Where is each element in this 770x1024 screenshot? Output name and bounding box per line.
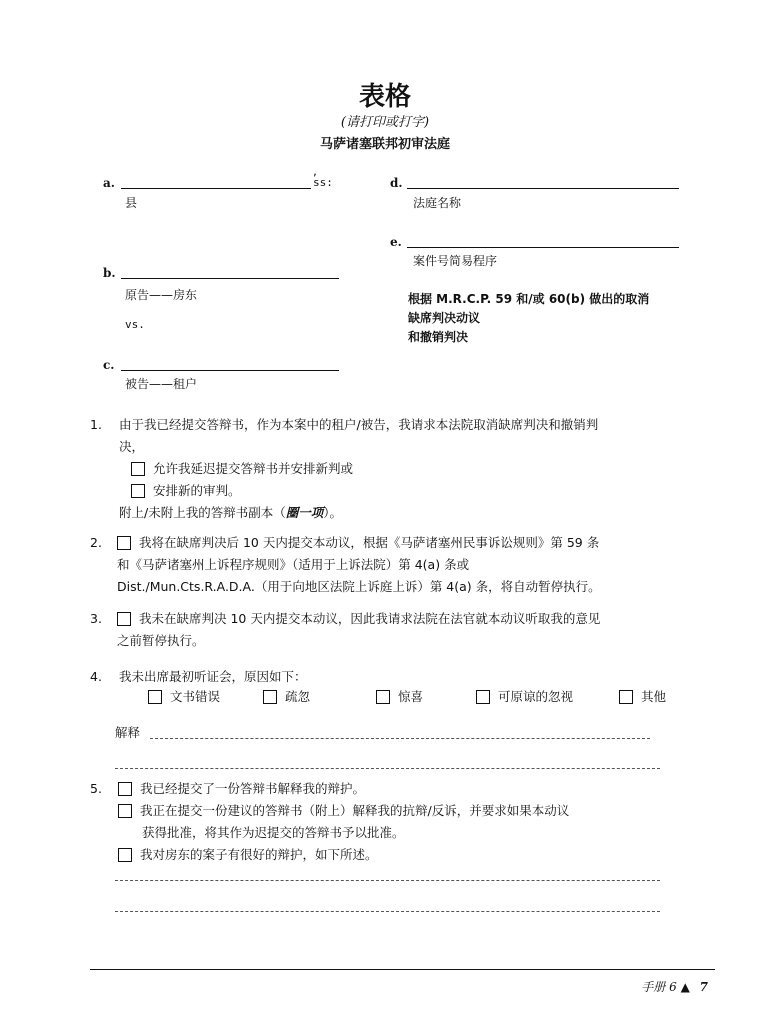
page-number: 7 bbox=[699, 980, 708, 994]
label-b: b. bbox=[103, 266, 116, 280]
explain-line-2[interactable] bbox=[115, 768, 660, 769]
footer-rule bbox=[90, 969, 715, 970]
versus-text: vs. bbox=[125, 318, 145, 331]
item-1-text-b: 决， bbox=[119, 439, 145, 454]
motion-title bbox=[408, 290, 698, 347]
reason-neglect bbox=[263, 686, 310, 708]
attach-text: 附上/未附上我的答辩书副本（ bbox=[119, 505, 286, 520]
county-field[interactable] bbox=[121, 188, 311, 189]
item-3-text-b: 之前暂停执行。 bbox=[117, 633, 205, 648]
item-3-body bbox=[117, 608, 727, 652]
motion-title-line-2: 缺席判决动议 bbox=[408, 311, 481, 325]
explain-line-1[interactable] bbox=[150, 738, 650, 739]
court-name-field[interactable] bbox=[407, 188, 679, 189]
proposed-answer-label-b: 获得批准，将其作为迟提交的答辩书予以批准。 bbox=[142, 825, 405, 840]
motion-title-line-1: 根据 M.R.C.P. 59 和/或 60(b) 做出的取消 bbox=[408, 292, 650, 306]
reason-surprise-label: 惊喜 bbox=[398, 689, 424, 704]
late-answer-checkbox[interactable] bbox=[131, 462, 145, 476]
item-3-number: 3. bbox=[90, 611, 102, 626]
reason-excusable-label: 可原谅的忽视 bbox=[498, 689, 574, 704]
page-footer bbox=[641, 978, 708, 995]
attach-text-end: ）。 bbox=[323, 505, 342, 520]
item-5-number: 5. bbox=[90, 781, 102, 796]
item-4-number: 4. bbox=[90, 669, 102, 684]
motion-title-line-3: 和撤销判决 bbox=[408, 330, 469, 344]
plaintiff-caption: 原告——房东 bbox=[125, 288, 198, 302]
manual-label: 手册 6 bbox=[641, 980, 677, 994]
good-defense-label: 我对房东的案子有很好的辩护，如下所述。 bbox=[140, 847, 378, 862]
answer-filed-label: 我已经提交了一份答辩书解释我的辩护。 bbox=[140, 781, 366, 796]
item-1-attach bbox=[119, 502, 719, 524]
label-e: e. bbox=[390, 235, 402, 249]
explain-label: 解释 bbox=[115, 725, 141, 740]
court-heading: 马萨诸塞联邦初审法庭 bbox=[319, 137, 450, 152]
label-d: d. bbox=[390, 176, 403, 190]
ss-label: ss: bbox=[313, 176, 333, 189]
plaintiff-field[interactable] bbox=[121, 278, 339, 279]
form-subtitle: (请打印或打字) bbox=[340, 115, 430, 130]
label-a: a. bbox=[103, 176, 115, 190]
good-defense-checkbox[interactable] bbox=[118, 848, 132, 862]
item-3-checkbox[interactable] bbox=[117, 612, 131, 626]
reason-neglect-checkbox[interactable] bbox=[263, 690, 277, 704]
item-2-text-c: Dist./Mun.Cts.R.A.D.A.（用于向地区法院上诉庭上诉）第 4(a) 条，将自动暂停执行。 bbox=[117, 579, 601, 594]
item-1-option-1 bbox=[119, 458, 719, 480]
court-name-caption: 法庭名称 bbox=[413, 196, 462, 210]
item-2-body bbox=[117, 532, 727, 598]
proposed-answer-label-a: 我正在提交一份建议的答辩书（附上）解释我的抗辩/反诉，并要求如果本动议 bbox=[140, 803, 570, 818]
reason-clerical bbox=[148, 686, 220, 708]
reason-other-label: 其他 bbox=[641, 689, 667, 704]
form-title: 表格 bbox=[358, 82, 411, 112]
reason-clerical-label: 文书错误 bbox=[170, 689, 221, 704]
case-number-caption: 案件号简易程序 bbox=[413, 254, 498, 268]
reason-neglect-label: 疏忽 bbox=[285, 689, 311, 704]
reason-excusable bbox=[476, 686, 573, 708]
defendant-field[interactable] bbox=[121, 370, 339, 371]
answer-filed-checkbox[interactable] bbox=[118, 782, 132, 796]
item-1-text-a: 由于我已经提交答辩书，作为本案中的租户/被告，我请求本法院取消缺席判决和撤销判 bbox=[119, 417, 599, 432]
reason-surprise-checkbox[interactable] bbox=[376, 690, 390, 704]
reason-other bbox=[619, 686, 666, 708]
item-1-body bbox=[119, 414, 719, 524]
item-2-checkbox[interactable] bbox=[117, 536, 131, 550]
item-2-number: 2. bbox=[90, 535, 102, 550]
reason-excusable-checkbox[interactable] bbox=[476, 690, 490, 704]
item-1-number: 1. bbox=[90, 417, 102, 432]
item-3-text-a: 我未在缺席判决 10 天内提交本动议，因此我请求法院在法官就本动议听取我的意见 bbox=[139, 611, 601, 626]
reason-surprise bbox=[376, 686, 423, 708]
defense-line-2[interactable] bbox=[115, 911, 660, 912]
ss-comma: , bbox=[312, 167, 319, 178]
defense-line-1[interactable] bbox=[115, 880, 660, 881]
item-5-body bbox=[118, 778, 728, 866]
triangle-icon: ▲ bbox=[680, 980, 690, 994]
item-1-option-2 bbox=[119, 480, 719, 502]
label-c: c. bbox=[103, 358, 115, 372]
item-4-text: 我未出席最初听证会，原因如下： bbox=[119, 669, 307, 684]
item-2-text-a: 我将在缺席判决后 10 天内提交本动议，根据《马萨诸塞州民事诉讼规则》第 59 条 bbox=[139, 535, 600, 550]
defendant-caption: 被告——租户 bbox=[125, 377, 198, 391]
new-trial-checkbox[interactable] bbox=[131, 484, 145, 498]
late-answer-label: 允许我延迟提交答辩书并安排新判或 bbox=[153, 461, 354, 476]
new-trial-label: 安排新的审判。 bbox=[153, 483, 241, 498]
reason-other-checkbox[interactable] bbox=[619, 690, 633, 704]
case-number-field[interactable] bbox=[407, 247, 679, 248]
reason-clerical-checkbox[interactable] bbox=[148, 690, 162, 704]
item-2-text-b: 和《马萨诸塞州上诉程序规则》（适用于上诉法院）第 4(a) 条或 bbox=[117, 557, 470, 572]
attach-emphasis: 圈一项 bbox=[285, 505, 324, 520]
county-caption: 县 bbox=[125, 196, 138, 210]
proposed-answer-checkbox[interactable] bbox=[118, 804, 132, 818]
